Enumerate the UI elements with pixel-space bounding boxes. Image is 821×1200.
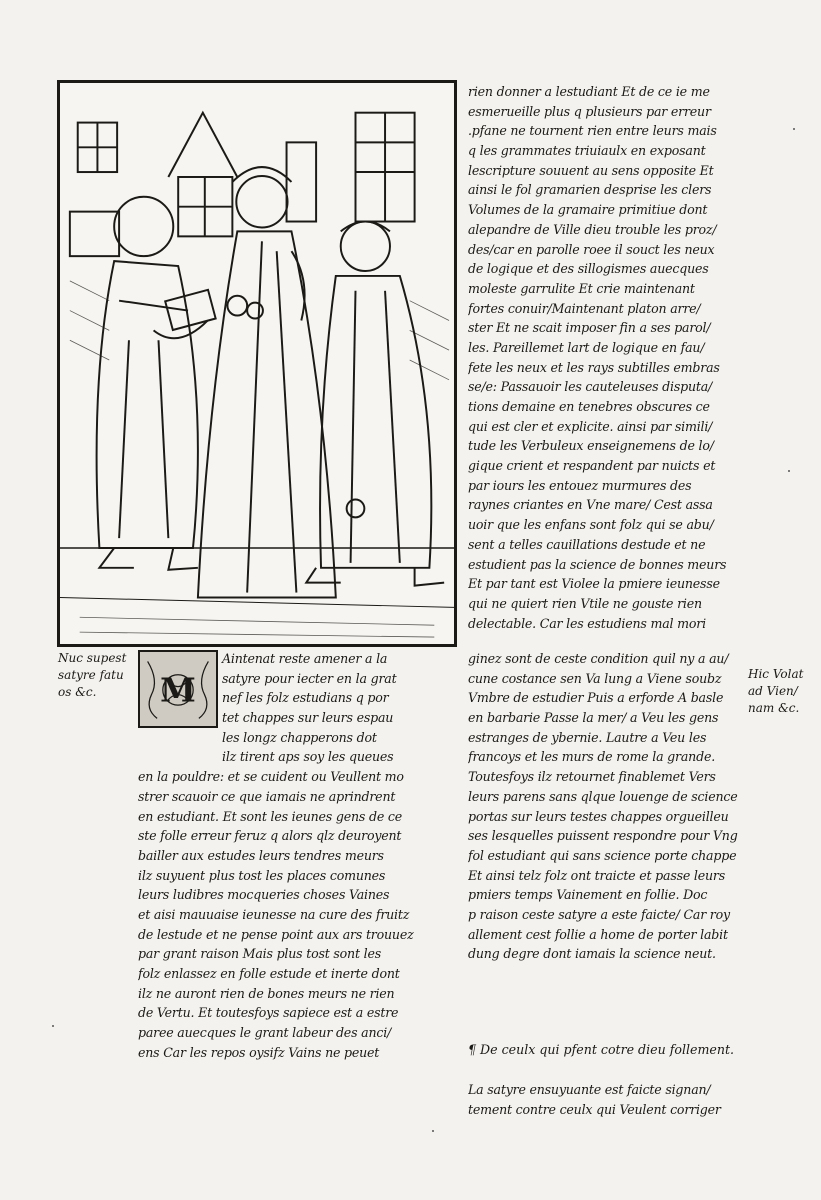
section-heading-text: De ceulx qui pfent cotre dieu follement. bbox=[480, 1042, 735, 1057]
text-column-right-end-line: tement contre ceulx qui Veulent corriger bbox=[468, 1101, 721, 1117]
margin-note-left bbox=[58, 650, 133, 701]
text-column-left-bottom-line: ilz ne auront rien de bones meurs ne rien bbox=[138, 985, 395, 1001]
text-column-left-bottom-line: ilz suyuent plus tost les places comunes bbox=[138, 867, 386, 883]
text-column-right-bottom bbox=[468, 649, 786, 964]
margin-note-right-line: nam &c. bbox=[748, 701, 800, 715]
text-column-right-top-line: fortes conuir/Maintenant platon arre/ bbox=[468, 300, 701, 316]
margin-note-left-line: os &c. bbox=[58, 685, 97, 699]
margin-note-left-line: Nuc supest bbox=[58, 651, 127, 665]
text-column-right-top-line: rien donner a lestudiant Et de ce ie me bbox=[468, 84, 710, 99]
text-column-right-top-line: les. Pareillemet lart de logique en fau/ bbox=[468, 339, 705, 355]
text-column-right-bottom-line: francoys et les murs de rome la grande. bbox=[468, 749, 715, 765]
text-column-left-bottom-line: strer scauoir ce que iamais ne aprindrent bbox=[138, 788, 396, 804]
text-column-right-top-line: tions demaine en tenebres obscures ce bbox=[468, 399, 710, 414]
text-column-right-bottom-line: estranges de ybernie. Lautre a Veu les bbox=[468, 729, 707, 745]
text-column-left-bottom-line: satyre pour iecter en la grat bbox=[222, 670, 397, 686]
text-column-right-end bbox=[468, 1080, 786, 1119]
text-column-right-top-line: ainsi le fol gramarien desprise les clers bbox=[468, 182, 712, 198]
text-column-right-bottom-line: cune costance sen Va lung a Viene soubz bbox=[468, 670, 722, 686]
text-column-left-bottom-line: bailler aux estudes leurs tendres meurs bbox=[138, 847, 384, 863]
text-column-right-bottom-line: Vmbre de estudier Puis a erforde A basle bbox=[468, 690, 724, 706]
text-column-right-top-line: uoir que les enfans sont folz qui se abu/ bbox=[468, 517, 714, 533]
text-column-right-bottom-line: dung degre dont iamais la science neut. bbox=[468, 946, 716, 962]
text-column-right-top-line: .pfane ne tournent rien entre leurs mais bbox=[468, 123, 717, 139]
initial-letter: M bbox=[160, 671, 196, 710]
text-column-left-bottom-line: de lestude et ne pense point aux ars trouuez bbox=[138, 926, 414, 942]
text-column-left-bottom-line: par grant raison Mais plus tost sont les bbox=[138, 946, 381, 962]
text-column-left-bottom-line: nef les folz estudians q por bbox=[222, 690, 389, 706]
text-column-right-bottom-line: leurs parens sans qlque louenge de science bbox=[468, 788, 738, 804]
text-column-right-top bbox=[468, 82, 786, 633]
text-column-left-bottom-line: ste folle erreur feruz q alors qlz deuroyent bbox=[138, 828, 402, 844]
text-column-left-bottom-line: ens Car les repos oysifz Vains ne peuet bbox=[138, 1044, 380, 1060]
text-column-right-top-line: sent a telles cauillations destude et ne bbox=[468, 536, 706, 552]
margin-note-right bbox=[748, 666, 818, 717]
text-column-left-bottom-line: tet chappes sur leurs espau bbox=[222, 710, 394, 726]
text-column-right-bottom-line: ginez sont de ceste condition quil ny a au/ bbox=[468, 651, 729, 666]
section-heading bbox=[468, 1042, 734, 1057]
text-column-right-bottom-line: p raison ceste satyre a este faicte/ Car roy bbox=[468, 906, 730, 922]
text-column-left-bottom-line: en estudiant. Et sont les ieunes gens de ce bbox=[138, 808, 402, 824]
text-column-right-bottom-line: portas sur leurs testes chappes orgueilleu bbox=[468, 808, 729, 824]
text-column-right-bottom-line: allement cest follie a home de porter labit bbox=[468, 926, 728, 942]
text-column-right-top-line: moleste garrulite Et crie maintenant bbox=[468, 280, 695, 296]
text-column-right-bottom-line: Toutesfoys ilz retournet finablemet Vers bbox=[468, 769, 716, 785]
woodcut-illustration bbox=[57, 80, 457, 647]
margin-note-right-line: Hic Volat bbox=[748, 667, 804, 681]
text-column-left-bottom-line: paree auecques le grant labeur des anci/ bbox=[138, 1025, 392, 1041]
text-column-left-bottom-line: les longz chapperons dot bbox=[222, 729, 377, 745]
text-column-right-top-line: des/car en parolle roee il souct les neux bbox=[468, 241, 715, 257]
text-column-left-bottom-line: leurs ludibres mocqueries choses Vaines bbox=[138, 887, 390, 903]
text-column-left-bottom-line: de Vertu. Et toutesfoys sapiece est a estre bbox=[138, 1005, 399, 1021]
margin-note-right-line: ad Vien/ bbox=[748, 684, 798, 698]
text-column-left-bottom-line: folz enlassez en folle estude et inerte dont bbox=[138, 966, 400, 981]
pilcrow-icon: ¶ bbox=[468, 1042, 477, 1057]
woodcut-scene bbox=[60, 83, 454, 644]
text-column-left-bottom-line: en la pouldre: et se cuident ou Veullent mo bbox=[138, 769, 404, 785]
text-column-right-top-line: se/e: Passauoir les cauteleuses disputa/ bbox=[468, 379, 713, 395]
text-column-right-bottom-line: en barbarie Passe la mer/ a Veu les gens bbox=[468, 710, 719, 726]
text-column-right-top-line: estudient pas la science de bonnes meurs bbox=[468, 556, 727, 572]
text-column-right-top-line: par iours les entouez murmures des bbox=[468, 477, 692, 493]
text-column-right-top-line: qui ne quiert rien Vtile ne gouste rien bbox=[468, 595, 702, 611]
text-column-right-top-line: raynes criantes en Vne mare/ Cest assa bbox=[468, 497, 713, 513]
text-column-right-bottom-line: Et ainsi telz folz ont traicte et passe leurs bbox=[468, 867, 725, 883]
text-column-right-top-line: qui est cler et explicite. ainsi par simili/ bbox=[468, 418, 713, 434]
text-column-right-bottom-line: fol estudiant qui sans science porte chappe bbox=[468, 847, 737, 863]
margin-note-left-line: satyre fatu bbox=[58, 668, 124, 682]
text-column-right-top-line: q les grammates triuiaulx en exposant bbox=[468, 143, 706, 159]
text-column-right-top-line: ster Et ne scait imposer fin a ses parol/ bbox=[468, 320, 711, 336]
text-column-right-top-line: delectable. Car les estudiens mal mori bbox=[468, 615, 706, 631]
text-column-left-bottom-line: Aintenat reste amener a la bbox=[222, 651, 388, 666]
text-column-left-bottom-line: et aisi mauuaise ieunesse na cure des fruitz bbox=[138, 906, 410, 922]
text-column-right-end-line: La satyre ensuyuante est faicte signan/ bbox=[468, 1082, 711, 1097]
text-column-right-top-line: lescripture souuent au sens opposite Et bbox=[468, 162, 714, 178]
text-column-right-top-line: gique crient et respandent par nuicts et bbox=[468, 458, 716, 474]
text-column-left-bottom bbox=[138, 649, 456, 1062]
text-column-right-top-line: Volumes de la gramaire primitiue dont bbox=[468, 202, 708, 218]
text-column-right-top-line: tude les Verbuleux enseignemens de lo/ bbox=[468, 438, 714, 454]
text-column-right-top-line: alepandre de Ville dieu trouble les proz/ bbox=[468, 221, 717, 237]
text-column-right-top-line: fete les neux et les rays subtilles embras bbox=[468, 359, 720, 375]
text-column-right-top-line: Et par tant est Violee la pmiere ieunesse bbox=[468, 576, 720, 592]
text-column-right-bottom-line: ses lesquelles puissent respondre pour Vng bbox=[468, 828, 738, 844]
text-column-left-bottom-line: ilz tirent aps soy les queues bbox=[222, 749, 394, 765]
text-column-right-bottom-line: pmiers temps Vainement en follie. Doc bbox=[468, 887, 708, 903]
text-column-right-top-line: de logique et des sillogismes auecques bbox=[468, 261, 709, 277]
text-column-right-top-line: esmerueille plus q plusieurs par erreur bbox=[468, 103, 711, 119]
